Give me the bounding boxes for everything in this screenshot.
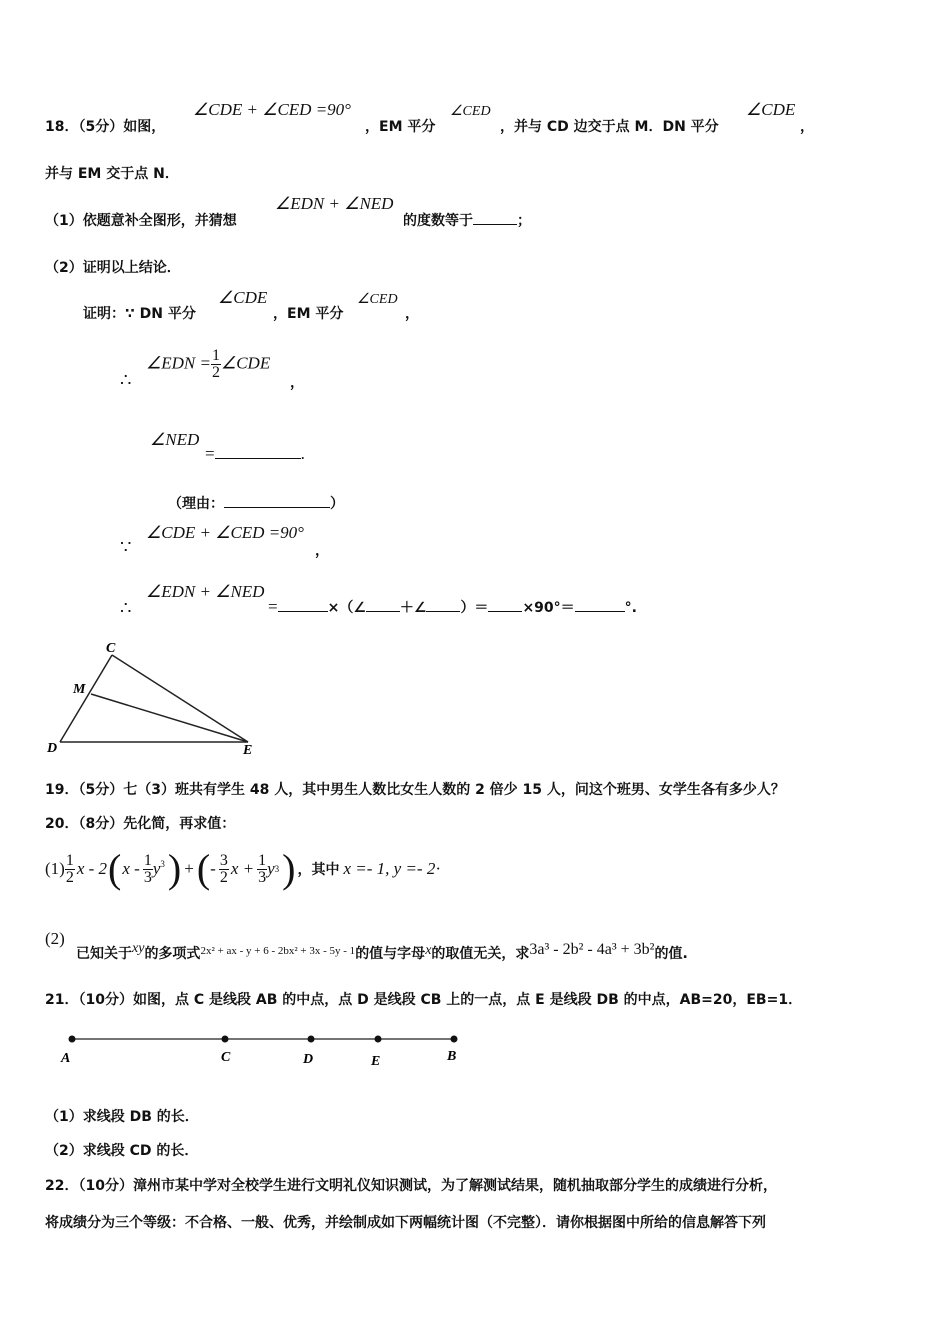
q18-line2: 并与 EM 交于点 N．: [45, 166, 179, 182]
label-M: M: [73, 682, 86, 697]
answer-blank: [488, 610, 522, 612]
q20-part2: 已知关于xy的多项式$^{2x^2 + ax - y + 6 - 2bx^2 + 3x - 5y - 1}$的值与字母x的取值无关，求3a³ - 2b² - 4a³ + 3b²的值.: [76, 941, 688, 962]
proof-line5-eq: ∠EDN + ∠NED: [146, 582, 265, 601]
answer-blank: [426, 610, 460, 612]
label-A: A: [61, 1051, 71, 1066]
q18-eq3: ∠CDE: [746, 100, 796, 119]
close-paren: ): [282, 846, 296, 891]
label-B: B: [447, 1049, 457, 1064]
fraction: $\frac{1}{3}$: [143, 851, 152, 886]
proof-line1-eq2: ∠CED: [357, 292, 398, 307]
point-A: [69, 1036, 76, 1043]
q18-text3: ，并与 CD 边交于点 M．DN 平分: [500, 119, 719, 135]
close-paren: ): [167, 846, 182, 891]
proof-line2: ∠EDN = $\frac{1}{2}$ ∠CDE: [146, 347, 271, 381]
q20-part2-label: (2): [45, 929, 65, 948]
q22-line2: 将成绩分为三个等级：不合格、一般、优秀，并绘制成如下两幅统计图（不完整）．请你根据图中所给的信息解答下列: [45, 1215, 766, 1231]
point-E: [375, 1036, 382, 1043]
fraction: $\frac{3}{2}$: [219, 851, 228, 886]
q19-text: 19．（5分）七（3）班共有学生 48 人，其中男生人数比女生人数的 2 倍少 15 人，问这个班男、女学生各有多少人？: [45, 782, 785, 798]
q18-part1-suffix: 的度数等于 ；: [403, 213, 531, 229]
q22-line1: 22．（10分）漳州市某中学对全校学生进行文明礼仪知识测试，为了解测试结果，随机抽取部分学生的成绩进行分析，: [45, 1178, 777, 1194]
answer-blank: [366, 610, 400, 612]
segment-EM: [91, 694, 248, 742]
label-D: D: [47, 741, 58, 756]
side-CE: [112, 655, 248, 742]
proof-line2-end: ，: [290, 375, 304, 391]
q18-eq1: ∠CDE + ∠CED =90°: [193, 100, 351, 119]
q18-eq2: ∠CED: [450, 104, 491, 119]
answer-blank: [278, 610, 328, 612]
label-D: D: [303, 1052, 314, 1067]
proof-line1: 证明：∵ DN 平分: [83, 306, 196, 322]
because-sign: ∵: [120, 537, 132, 557]
reason-blank: [224, 506, 330, 508]
label-E: E: [371, 1054, 381, 1069]
q18-line1: 18．（5分）如图，: [45, 119, 166, 135]
therefore-sign: ∴: [120, 598, 132, 618]
proof-line5: = ×（∠ ＋∠ ）＝ ×90°＝ °.: [268, 597, 637, 616]
proof-line1-mid: ，EM 平分: [273, 306, 344, 322]
q21-title: 21．（10分）如图，点 C 是线段 AB 的中点，点 D 是线段 CB 上的一点，点 E 是线段 DB 的中点，AB=20，EB=1．: [45, 992, 803, 1008]
q18-part1: （1）依题意补全图形，并猜想: [45, 213, 237, 229]
q20-part1: (1) $\frac{1}{2}$ x - 2 ( x - $\frac{1}{3}$ y $^3$ ) + ( - $\frac{3}{2}$ x + $\frac{1}{3}$ y 3 ) ，其中 x =- 1, y =- 2 ·: [45, 846, 441, 891]
q18-text2: ，EM 平分: [365, 119, 436, 135]
open-paren: (: [196, 846, 211, 891]
fraction-half: $\frac{1}{2}$: [211, 347, 220, 381]
q18-part1-eq: ∠EDN + ∠NED: [275, 194, 394, 213]
point-D: [308, 1036, 315, 1043]
proof-line4-eq: ∠CDE + ∠CED =90°: [146, 523, 304, 542]
answer-blank: [575, 610, 625, 612]
segment-figure: [55, 1028, 475, 1073]
answer-blank: [215, 457, 301, 459]
q20-title: 20．（8分）先化简，再求值：: [45, 816, 236, 832]
open-paren: (: [108, 846, 122, 891]
q18-part2: （2）证明以上结论．: [45, 260, 181, 276]
q21-part2: （2）求线段 CD 的长．: [45, 1143, 199, 1159]
q18-text4: ，: [800, 119, 814, 135]
fraction: $\frac{1}{3}$: [258, 851, 267, 886]
triangle-figure: [40, 635, 270, 760]
proof-line3: = .: [205, 444, 305, 463]
q21-part1: （1）求线段 DB 的长．: [45, 1109, 199, 1125]
label-C: C: [106, 641, 116, 656]
label-C: C: [221, 1050, 231, 1065]
point-B: [451, 1036, 458, 1043]
proof-line1-eq1: ∠CDE: [218, 288, 268, 307]
label-E: E: [243, 743, 253, 758]
point-C: [222, 1036, 229, 1043]
answer-blank: [473, 223, 517, 225]
reason-line: （理由： ）: [168, 496, 344, 512]
proof-line4-end: ，: [315, 543, 329, 559]
fraction: $\frac{1}{2}$: [65, 851, 74, 886]
proof-line3-lhs: ∠NED: [150, 430, 200, 449]
proof-line1-end: ，: [405, 306, 419, 322]
therefore-sign: ∴: [120, 370, 132, 390]
